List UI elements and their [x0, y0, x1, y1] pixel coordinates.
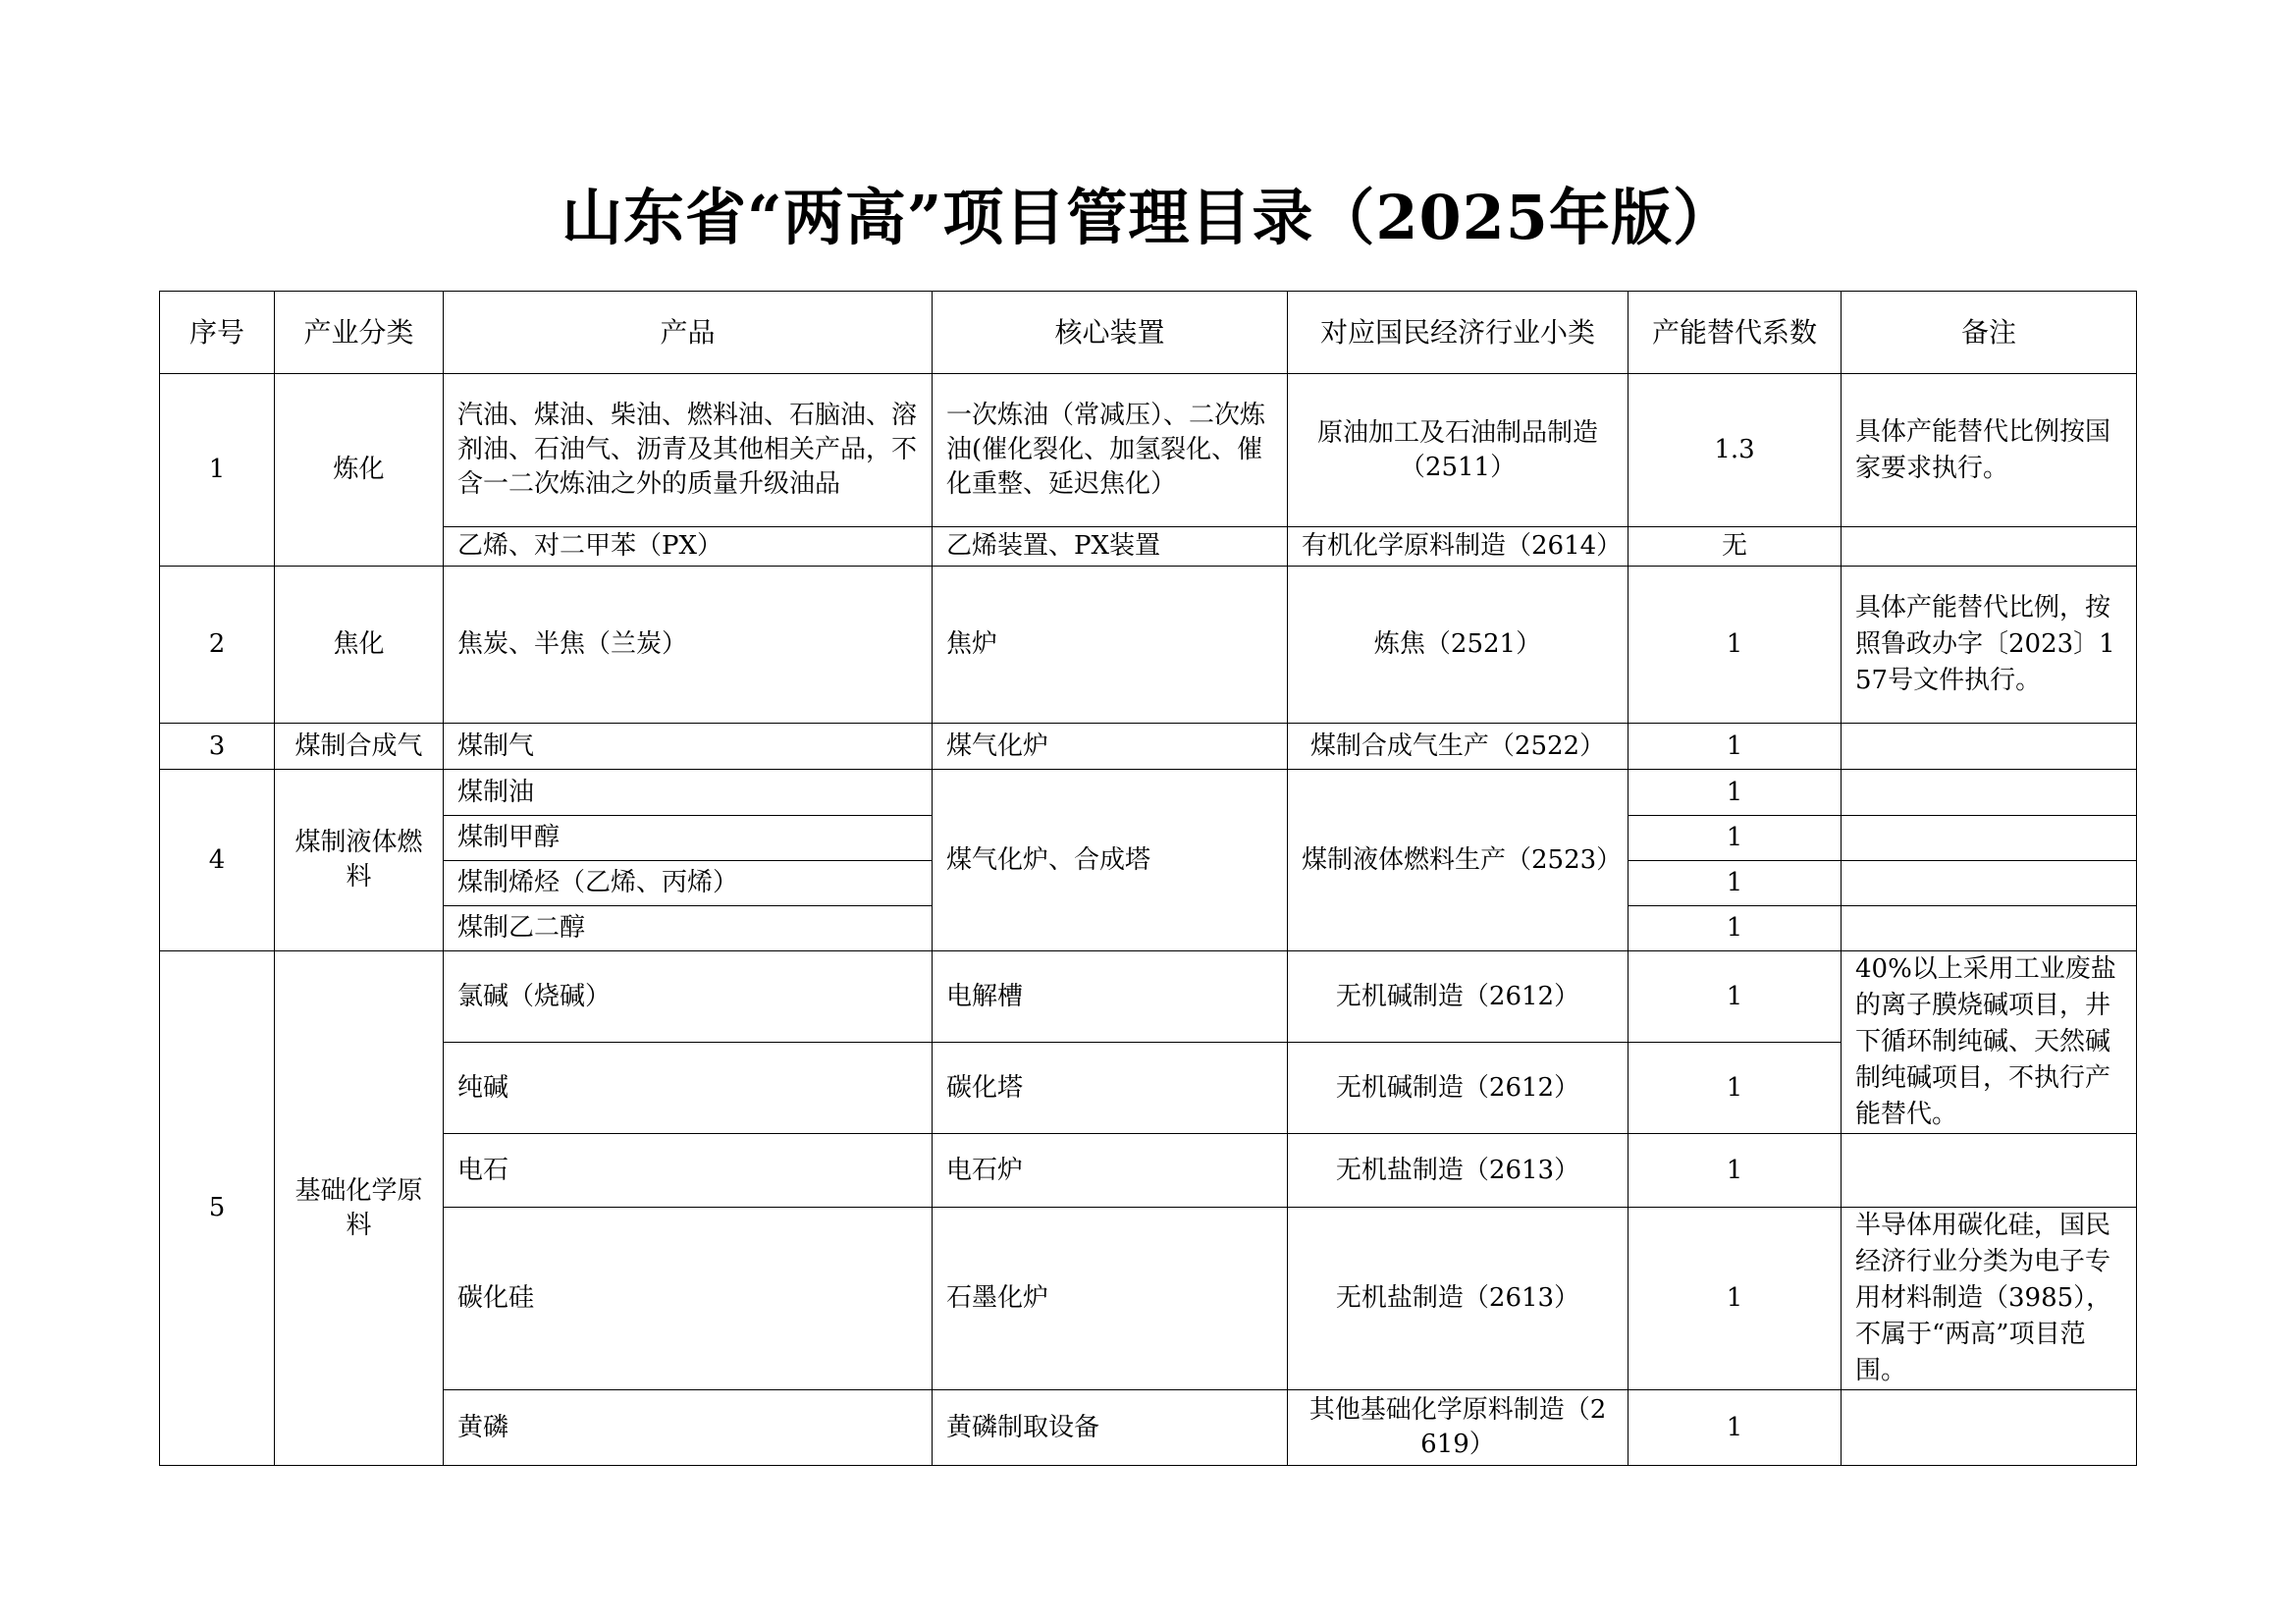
table-row: [160, 1134, 2137, 1208]
table-row: [160, 1208, 2137, 1390]
device-cell: 乙烯装置、PX装置: [933, 527, 1288, 567]
industry-cell: 有机化学原料制造（2614）: [1288, 527, 1629, 567]
row-number: 2: [160, 567, 275, 724]
note-cell: [1842, 861, 2137, 906]
industry-cell: 煤制液体燃料生产（2523）: [1288, 770, 1629, 951]
note-cell: [1842, 1390, 2137, 1466]
category-cell: 煤制液体燃料: [275, 770, 444, 951]
header-cell: 核心装置: [933, 292, 1288, 374]
category-cell: 基础化学原料: [275, 951, 444, 1466]
note-cell: [1842, 816, 2137, 861]
header-row: [160, 292, 2137, 374]
table-row: [160, 527, 2137, 567]
product-cell: 煤制气: [444, 724, 933, 770]
header-cell: 产业分类: [275, 292, 444, 374]
product-cell: 电石: [444, 1134, 933, 1208]
device-cell: 一次炼油（常减压）、二次炼油(催化裂化、加氢裂化、催化重整、延迟焦化）: [933, 374, 1288, 527]
header-cell: 对应国民经济行业小类: [1288, 292, 1629, 374]
row-number: 4: [160, 770, 275, 951]
coefficient-cell: 1: [1629, 816, 1842, 861]
industry-cell: 煤制合成气生产（2522）: [1288, 724, 1629, 770]
table-row: [160, 1390, 2137, 1466]
device-cell: 电解槽: [933, 951, 1288, 1043]
device-cell: 煤气化炉: [933, 724, 1288, 770]
header-cell: 产品: [444, 292, 933, 374]
header-cell: 备注: [1842, 292, 2137, 374]
device-cell: 煤气化炉、合成塔: [933, 770, 1288, 951]
coefficient-cell: 1.3: [1629, 374, 1842, 527]
industry-cell: 无机碱制造（2612）: [1288, 951, 1629, 1043]
coefficient-cell: 1: [1629, 1043, 1842, 1134]
coefficient-cell: 1: [1629, 567, 1842, 724]
product-cell: 氯碱（烧碱）: [444, 951, 933, 1043]
product-cell: 煤制烯烃（乙烯、丙烯）: [444, 861, 933, 906]
coefficient-cell: 1: [1629, 1390, 1842, 1466]
row-number: 3: [160, 724, 275, 770]
industry-cell: 其他基础化学原料制造（2619）: [1288, 1390, 1629, 1466]
product-cell: 碳化硅: [444, 1208, 933, 1390]
industry-cell: 无机碱制造（2612）: [1288, 1043, 1629, 1134]
category-cell: 焦化: [275, 567, 444, 724]
coefficient-cell: 1: [1629, 861, 1842, 906]
table-row: [160, 770, 2137, 816]
device-cell: 黄磷制取设备: [933, 1390, 1288, 1466]
table-row: [160, 1043, 2137, 1134]
note-cell: [1842, 1134, 2137, 1208]
coefficient-cell: 1: [1629, 1134, 1842, 1208]
industry-cell: 无机盐制造（2613）: [1288, 1208, 1629, 1390]
product-cell: 黄磷: [444, 1390, 933, 1466]
note-cell: [1842, 770, 2137, 816]
device-cell: 焦炉: [933, 567, 1288, 724]
note-cell: 具体产能替代比例按国家要求执行。: [1842, 374, 2137, 527]
table-row: [160, 374, 2137, 527]
header-cell: 产能替代系数: [1629, 292, 1842, 374]
product-cell: 煤制乙二醇: [444, 906, 933, 951]
product-cell: 纯碱: [444, 1043, 933, 1134]
coefficient-cell: 1: [1629, 1208, 1842, 1390]
category-cell: 煤制合成气: [275, 724, 444, 770]
note-cell: [1842, 906, 2137, 951]
product-cell: 焦炭、半焦（兰炭）: [444, 567, 933, 724]
industry-cell: 无机盐制造（2613）: [1288, 1134, 1629, 1208]
product-cell: 汽油、煤油、柴油、燃料油、石脑油、溶剂油、石油气、沥青及其他相关产品，不含一二次炼油之外的质量升级油品: [444, 374, 933, 527]
row-number: 5: [160, 951, 275, 1466]
note-cell: 40%以上采用工业废盐的离子膜烧碱项目，井下循环制纯碱、天然碱制纯碱项目，不执行产能替代。: [1842, 951, 2137, 1134]
industry-cell: 原油加工及石油制品制造（2511）: [1288, 374, 1629, 527]
device-cell: 石墨化炉: [933, 1208, 1288, 1390]
page-title: 山东省“两高”项目管理目录（2025年版）: [561, 182, 1735, 253]
coefficient-cell: 无: [1629, 527, 1842, 567]
coefficient-cell: 1: [1629, 770, 1842, 816]
product-cell: 煤制甲醇: [444, 816, 933, 861]
device-cell: 碳化塔: [933, 1043, 1288, 1134]
table-row: [160, 724, 2137, 770]
table-row: [160, 951, 2137, 1043]
coefficient-cell: 1: [1629, 951, 1842, 1043]
coefficient-cell: 1: [1629, 906, 1842, 951]
category-cell: 炼化: [275, 374, 444, 567]
note-cell: 具体产能替代比例，按照鲁政办字〔2023〕157号文件执行。: [1842, 567, 2137, 724]
product-cell: 煤制油: [444, 770, 933, 816]
catalog-table: [159, 291, 2137, 1466]
note-cell: [1842, 724, 2137, 770]
note-cell: 半导体用碳化硅，国民经济行业分类为电子专用材料制造（3985），不属于“两高”项目范围。: [1842, 1208, 2137, 1390]
header-cell: 序号: [160, 292, 275, 374]
device-cell: 电石炉: [933, 1134, 1288, 1208]
table-row: [160, 567, 2137, 724]
product-cell: 乙烯、对二甲苯（PX）: [444, 527, 933, 567]
industry-cell: 炼焦（2521）: [1288, 567, 1629, 724]
coefficient-cell: 1: [1629, 724, 1842, 770]
row-number: 1: [160, 374, 275, 567]
note-cell: [1842, 527, 2137, 567]
